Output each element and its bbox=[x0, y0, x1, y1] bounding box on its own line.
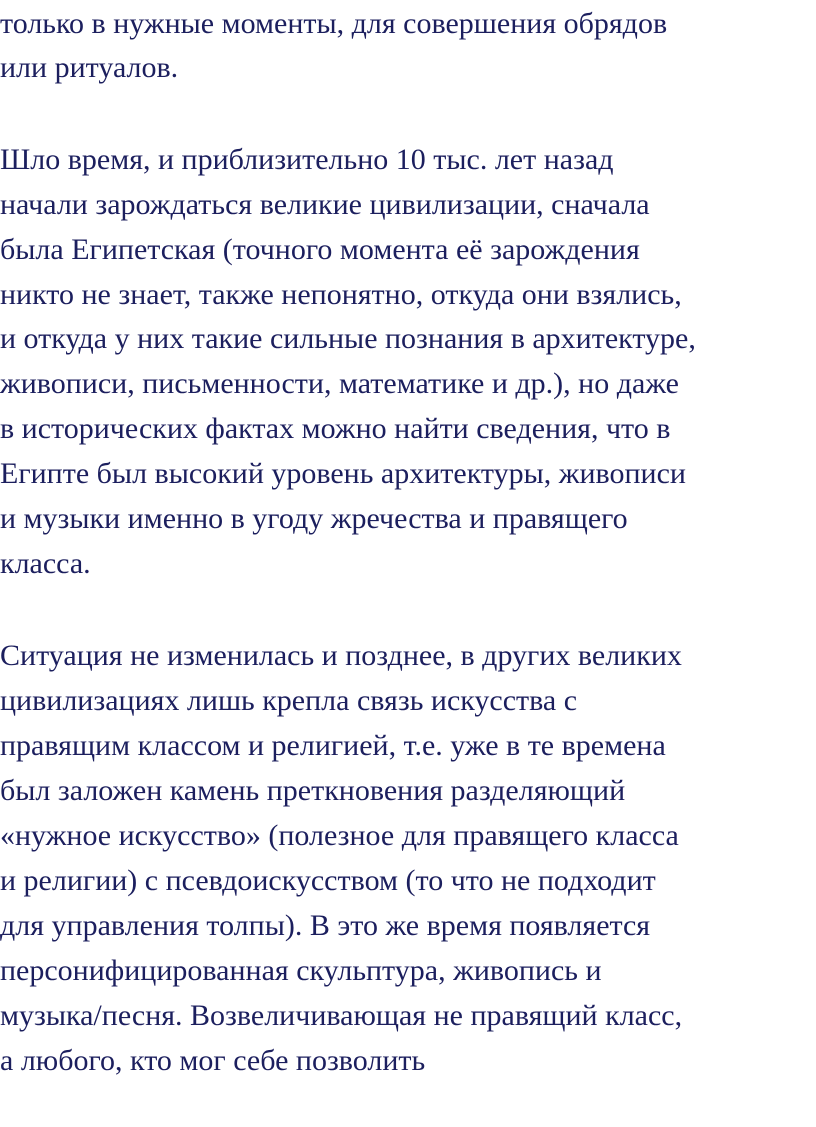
paragraph-2-line-7: в исторических фактах можно найти сведения, что в bbox=[0, 412, 671, 445]
paragraph-1-line-2: или ритуалов. bbox=[0, 51, 179, 84]
paragraph-2-line-3: была Египетская (точного момента её зарождения bbox=[0, 233, 640, 266]
paragraph-3-line-1: Ситуация не изменилась и позднее, в других великих bbox=[0, 639, 682, 672]
paragraph-3-line-9: музыка/песня. Возвеличивающая не правящий класс, bbox=[0, 999, 683, 1032]
paragraph-2-line-1: Шло время, и приблизительно 10 тыс. лет назад bbox=[0, 143, 614, 176]
paragraph-2-line-9: и музыки именно в угоду жречества и правящего bbox=[0, 502, 628, 535]
paragraph-3-line-10: а любого, кто мог себе позволить bbox=[0, 1044, 426, 1077]
paragraph-2-line-2: начали зарождаться великие цивилизации, сначала bbox=[0, 188, 650, 221]
paragraph-3-line-6: и религии) с псевдоискусством (то что не подходит bbox=[0, 864, 656, 897]
paragraph-3-line-8: персонифицированная скульптура, живопись и bbox=[0, 954, 602, 987]
paragraph-3-line-7: для управления толпы). В это же время появляется bbox=[0, 909, 651, 942]
paragraph-3-line-2: цивилизациях лишь крепла связь искусства с bbox=[0, 684, 578, 717]
paragraph-2-line-6: живописи, письменности, математике и др.), но даже bbox=[0, 367, 679, 400]
paragraph-3-line-3: правящим классом и религией, т.е. уже в те времена bbox=[0, 729, 666, 762]
paragraph-3-line-5: «нужное искусство» (полезное для правящего класса bbox=[0, 819, 679, 852]
paragraph-2-line-5: и откуда у них такие сильные познания в архитектуре, bbox=[0, 322, 696, 355]
paragraph-2-line-10: класса. bbox=[0, 547, 91, 580]
paragraph-2-line-8: Египте был высокий уровень архитектуры, живописи bbox=[0, 457, 686, 490]
paragraph-2-line-4: никто не знает, также непонятно, откуда они взялись, bbox=[0, 278, 682, 311]
paragraph-1-line-1: только в нужные моменты, для совершения обрядов bbox=[0, 7, 668, 40]
paragraph-3-line-4: был заложен камень преткновения разделяющий bbox=[0, 774, 626, 807]
